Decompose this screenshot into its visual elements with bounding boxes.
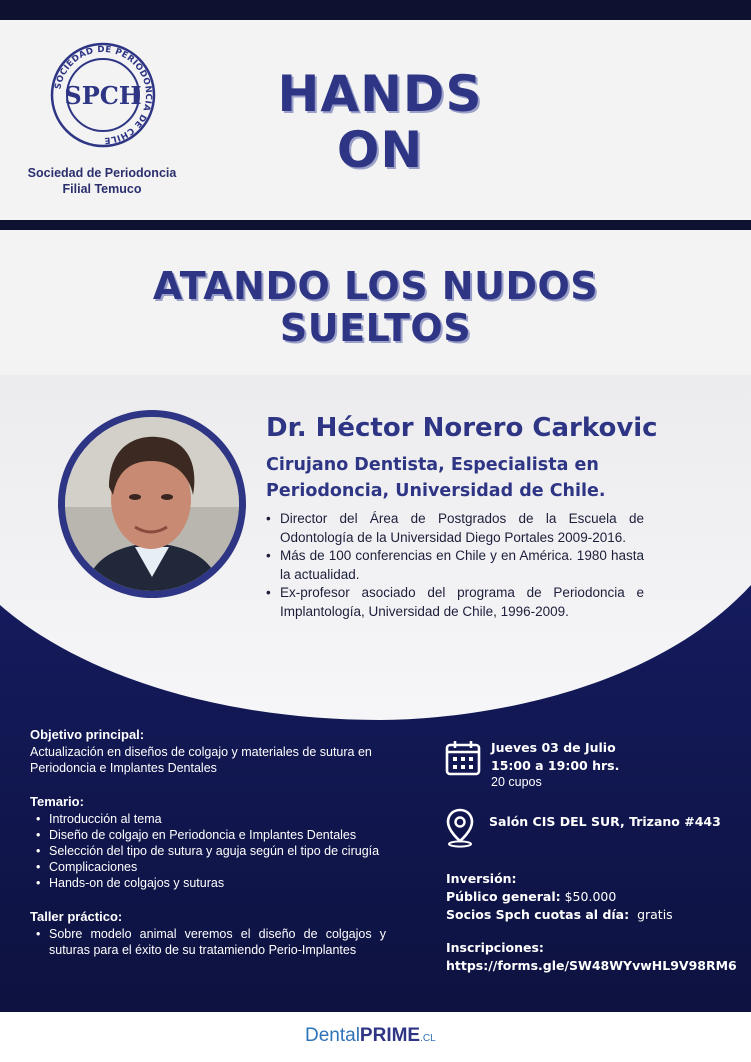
program-details — [30, 727, 386, 976]
society-line-1: Sociedad de Periodoncia — [27, 166, 177, 180]
speaker-photo — [65, 417, 239, 591]
spch-logo — [50, 42, 156, 148]
taller-list — [30, 926, 386, 958]
event-title-line-1: ATANDO LOS NUDOS — [152, 264, 599, 308]
top-bar — [0, 0, 751, 20]
registration-link[interactable]: https://forms.gle/SW48WYvwHL9V98RM6 — [446, 958, 737, 973]
divider-bar — [0, 220, 751, 230]
logo-ring-text: SOCIEDAD DE PERIODONCIA DE CHILE — [53, 44, 154, 146]
event-capacity: 20 cupos — [491, 775, 542, 789]
bio-item: • Ex-profesor asociado del programa de Periodoncia e Implantología, Universidad de Chile, 1996-2009. — [266, 584, 644, 621]
location-pin-icon — [445, 808, 475, 848]
temario-item: • Selección del tipo de sutura y aguja según el tipo de cirugía — [49, 843, 386, 859]
dentalprime-logo — [305, 1025, 436, 1047]
registration-block — [446, 939, 746, 975]
logo-monogram: SPCH — [64, 81, 142, 110]
objective-heading: Objetivo principal: — [30, 727, 145, 742]
brand-part-1: Dental — [305, 1025, 360, 1046]
investment-heading: Inversión: — [446, 871, 517, 886]
temario-item: • Diseño de colgajo en Periodoncia e Implantes Dentales — [49, 827, 386, 843]
event-title — [40, 265, 711, 349]
temario-item: • Introducción al tema — [49, 811, 386, 827]
speaker-credentials — [266, 452, 686, 504]
society-name — [12, 165, 192, 197]
registration-heading: Inscripciones: — [446, 940, 544, 955]
members-price-label: Socios Spch cuotas al día: — [446, 907, 630, 922]
speaker-credentials-line-2: Periodoncia, Universidad de Chile. — [266, 481, 606, 501]
speaker-name: Dr. Héctor Norero Carkovic — [266, 413, 658, 443]
event-location: Salón CIS DEL SUR, Trizano #443 — [489, 814, 721, 829]
hands-on-heading — [230, 66, 530, 178]
temario-item: • Complicaciones — [49, 859, 386, 875]
bio-item: • Director del Área de Postgrados de la Escuela de Odontología de la Universidad Diego Portales 2009-2016. — [266, 510, 644, 547]
event-date: Jueves 03 de Julio — [491, 740, 616, 755]
brand-suffix: .CL — [420, 1033, 436, 1044]
general-price-label: Público general: — [446, 889, 561, 904]
members-price-value: gratis — [637, 907, 673, 922]
temario-heading: Temario: — [30, 794, 84, 809]
event-title-line-2: SUELTOS — [279, 306, 472, 350]
investment-block — [446, 870, 746, 924]
general-price-value: $50.000 — [564, 889, 617, 904]
society-line-2: Filial Temuco — [62, 182, 142, 196]
temario-list — [30, 811, 386, 891]
hands-line-2: ON — [336, 121, 424, 179]
event-time: 15:00 a 19:00 hrs. — [491, 758, 620, 773]
taller-heading: Taller práctico: — [30, 909, 123, 924]
hands-line-1: HANDS — [277, 65, 483, 123]
taller-item: • Sobre modelo animal veremos el diseño de colgajos y suturas para el éxito de su tratamiendo Perio-Implantes — [49, 926, 386, 958]
objective-text: Actualización en diseños de colgajo y materiales de sutura en Periodoncia e Implantes Dentales — [30, 745, 372, 775]
temario-item: • Hands-on de colgajos y suturas — [49, 875, 386, 891]
brand-part-2: PRIME — [359, 1025, 421, 1046]
bio-item: • Más de 100 conferencias en Chile y en América. 1980 hasta la actualidad. — [266, 547, 644, 584]
event-date-time — [491, 739, 619, 775]
calendar-icon — [445, 740, 481, 776]
speaker-bio-list — [266, 510, 644, 621]
speaker-credentials-line-1: Cirujano Dentista, Especialista en — [266, 455, 599, 475]
